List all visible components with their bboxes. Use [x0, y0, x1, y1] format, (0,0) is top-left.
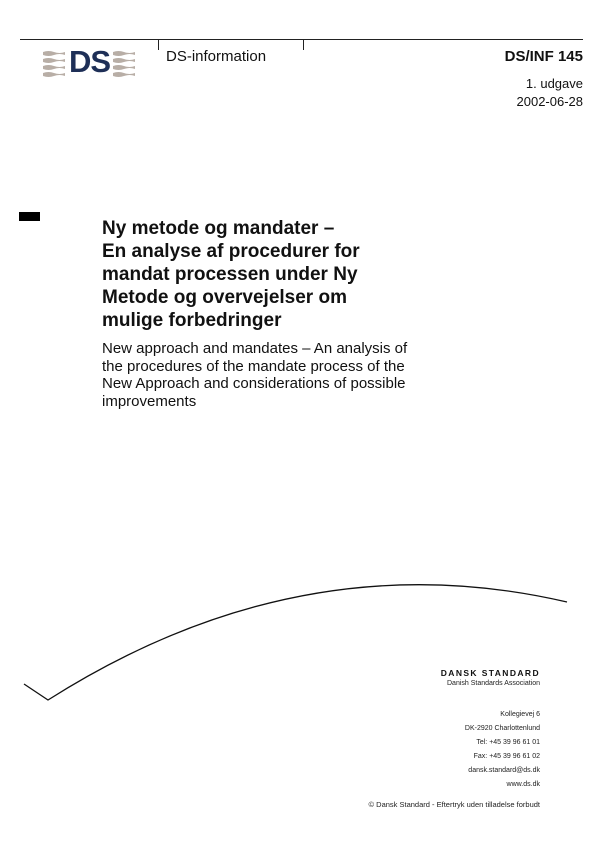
header-divider [303, 39, 304, 50]
wave-icon [113, 50, 135, 78]
address: Kollegievej 6 [500, 711, 540, 718]
city: DK-2920 Charlottenlund [464, 725, 540, 732]
wave-icon [43, 50, 65, 78]
organization-block [380, 668, 540, 689]
title-line: the procedures of the mandate process of the [102, 357, 405, 375]
telephone: Tel: +45 39 96 61 01 [476, 739, 540, 746]
email: dansk.standard@ds.dk [468, 767, 540, 774]
document-type: DS-information [166, 48, 267, 65]
copyright-notice: © Dansk Standard - Eftertryk uden tilladelse forbudt [368, 800, 540, 809]
title-line: Metode og overvejelser om [102, 287, 347, 308]
ds-logo [43, 44, 135, 79]
organization-subtitle: Danish Standards Association [447, 680, 540, 687]
title-line: En analyse af procedurer for [102, 241, 360, 262]
danish-title [102, 217, 462, 332]
title-line: improvements [102, 392, 197, 410]
title-line: mandat processen under Ny [102, 264, 358, 285]
publication-date: 2002-06-28 [516, 94, 583, 109]
organization-name: DANSK STANDARD [440, 668, 540, 678]
document-id: DS/INF 145 [504, 48, 583, 65]
logo-text: DS [69, 44, 111, 79]
title-line: New approach and mandates – An analysis of [102, 340, 408, 357]
website: www.ds.dk [506, 781, 540, 788]
edition: 1. udgave [525, 76, 583, 91]
title-line: mulige forbedringer [102, 310, 282, 331]
english-title [102, 340, 482, 410]
header-rule [20, 39, 583, 40]
title-marker [19, 212, 40, 221]
title-line: New Approach and considerations of possible [102, 375, 406, 392]
title-line: Ny metode og mandater – [102, 218, 335, 239]
fax: Fax: +45 39 96 61 02 [473, 753, 540, 760]
contact-block [380, 708, 540, 792]
header-divider [158, 39, 159, 50]
